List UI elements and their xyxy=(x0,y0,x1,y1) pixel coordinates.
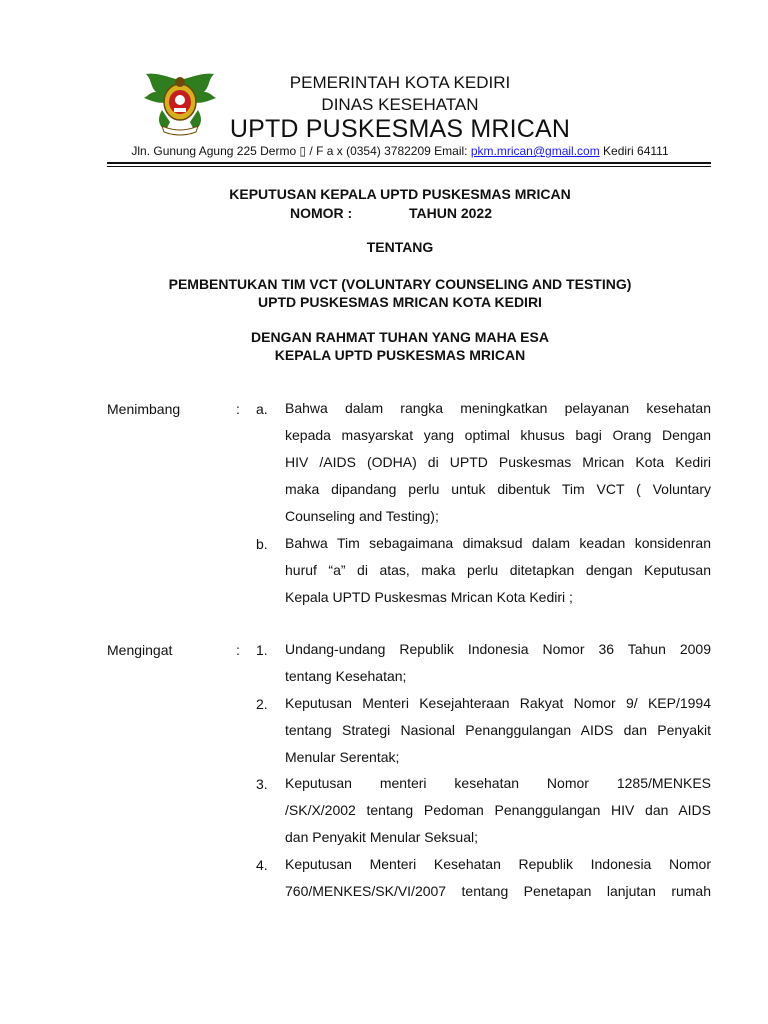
list-item xyxy=(285,636,711,690)
address-text: Jln. Gunung Agung 225 Dermo ▯ / F a x (0354) 3782209 Email: xyxy=(131,144,471,158)
letterhead-government: PEMERINTAH KOTA KEDIRI xyxy=(289,73,511,92)
item-marker: b. xyxy=(256,536,268,552)
decree-title: KEPUTUSAN KEPALA UPTD PUSKESMAS MRICAN xyxy=(229,186,571,202)
section-colon-menimbang: : xyxy=(236,401,240,417)
item-marker: 2. xyxy=(256,696,268,712)
list-item xyxy=(285,530,711,611)
letterhead-institution: UPTD PUSKESMAS MRICAN xyxy=(229,115,571,143)
letterhead-department: DINAS KESEHATAN xyxy=(321,95,479,114)
email-link[interactable]: pkm.mrican@gmail.com xyxy=(470,144,600,158)
item-line: Keputusan Menteri Kesehatan Republik Indonesia Nomor xyxy=(285,856,711,872)
decree-year-label: TAHUN 2022 xyxy=(409,205,492,221)
item-marker: 1. xyxy=(256,642,268,658)
item-line: Keputusan Menteri Kesejahteraan Rakyat Nomor 9/ KEP/1994 xyxy=(285,695,711,711)
letterhead-address xyxy=(0,144,768,158)
section-colon-mengingat: : xyxy=(236,642,240,658)
item-marker: 3. xyxy=(256,776,268,792)
section-label-menimbang: Menimbang xyxy=(107,401,181,417)
item-line: Kepala UPTD Puskesmas Mrican Kota Kediri ; xyxy=(285,589,573,605)
list-item xyxy=(285,851,711,905)
list-item xyxy=(285,395,711,530)
decree-invocation-line2: KEPALA UPTD PUSKESMAS MRICAN xyxy=(274,347,526,363)
decree-invocation-line1: DENGAN RAHMAT TUHAN YANG MAHA ESA xyxy=(251,329,549,345)
list-item xyxy=(285,770,711,851)
letterhead-divider-thin xyxy=(107,166,711,167)
address-city: Kediri 64111 xyxy=(599,144,669,158)
item-line: Counseling and Testing); xyxy=(285,508,439,524)
item-line: maka dipandang perlu untuk dibentuk Tim VCT ( Voluntary xyxy=(285,481,711,497)
item-marker: a. xyxy=(256,401,268,417)
item-line: 760/MENKES/SK/VI/2007 tentang Penetapan lanjutan rumah xyxy=(285,883,711,899)
item-line: Undang-undang Republik Indonesia Nomor 36 Tahun 2009 xyxy=(285,641,711,657)
item-line: dan Penyakit Menular Seksual; xyxy=(285,829,478,845)
section-label-mengingat: Mengingat xyxy=(107,642,173,658)
decree-subject-line2: UPTD PUSKESMAS MRICAN KOTA KEDIRI xyxy=(258,294,542,310)
item-line: Menular Serentak; xyxy=(285,749,400,765)
decree-about-heading: TENTANG xyxy=(366,239,434,255)
list-item xyxy=(285,690,711,771)
item-line: kepada masyarskat yang optimal khusus bagi Orang Dengan xyxy=(285,427,711,443)
item-line: Bahwa Tim sebagaimana dimaksud dalam keadan konsidenran xyxy=(285,535,711,551)
decree-number-label: NOMOR : xyxy=(290,205,353,221)
item-line: Keputusan menteri kesehatan Nomor 1285/MENKES xyxy=(285,775,711,791)
decree-subject-line1: PEMBENTUKAN TIM VCT (VOLUNTARY COUNSELING AND TESTING) xyxy=(168,276,632,292)
item-line: /SK/X/2002 tentang Pedoman Penanggulangan HIV dan AIDS xyxy=(285,802,711,818)
item-line: Bahwa dalam rangka meningkatkan pelayanan kesehatan xyxy=(285,400,711,416)
letterhead-divider-thick xyxy=(107,162,711,164)
item-marker: 4. xyxy=(256,857,268,873)
item-line: HIV /AIDS (ODHA) di UPTD Puskesmas Mrican Kota Kediri xyxy=(285,454,711,470)
item-line: tentang Strategi Nasional Penanggulangan AIDS dan Penyakit xyxy=(285,722,711,738)
item-line: huruf “a” di atas, maka perlu ditetapkan dengan Keputusan xyxy=(285,562,711,578)
item-line: tentang Kesehatan; xyxy=(285,668,407,684)
